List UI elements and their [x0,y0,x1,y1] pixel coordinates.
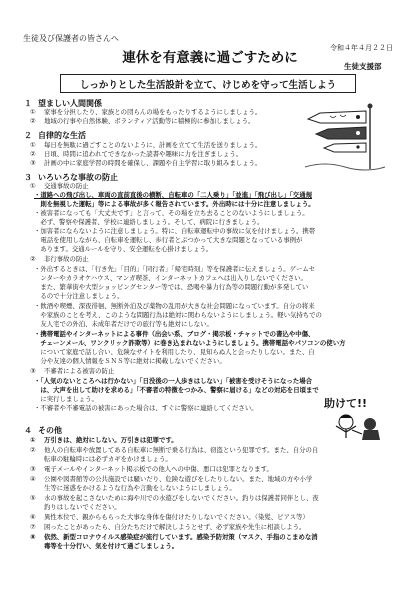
audience-line: 生徒及び保護者の皆さんへ [23,34,119,43]
list-item: ・被害者になっても「大丈夫です」と言って、その場を立ち去ることのないようにしましょう。 [34,209,309,217]
list-item: ・「人気のないところへは行かない」「日没後の一人歩きはしない」「被害を受けそうになった場合 [34,377,312,385]
section-2-heading: ２ 自律的な生活 [24,131,86,140]
page-title: 連休を有意義に過ごすために [122,50,298,66]
list-item: ③ 計画の中に家庭学習の時間を確保し、課題や自主学習に取り組みましょう。 [30,159,262,167]
list-item: ・飲酒や喫煙、深夜徘徊、無断外泊及び薬物の乱用が大きな社会問題になっています。自分の将来 [34,302,315,310]
list-item: 転車の駐輪時には必ずカギをかけましょう。 [44,455,172,463]
subheading: ③ 不審者による被害の防止 [30,367,115,375]
list-item: るので十分注意しましょう。 [34,292,124,300]
help-illustration [318,394,390,440]
date: 令和４年４月２２日 [330,44,393,52]
list-item: ⑥ 異性本位で、親からもらった大事な身体を傷付けたりしないでください。（染髪、ピアス等） [30,513,309,521]
list-item: ③ 電子メールやインターネット掲示板での他人への中傷、悪口は犯罪となります。 [30,465,273,473]
motto-banner [60,74,356,93]
list-item: は、大声を出して助けを求める」「不審者の特徴をつかみ、警察に届ける」などの対応を日頃まで [34,386,319,394]
list-item: ② 他人の自転車や放置してある自転車に無断で乗る行為は、窃盗という犯罪です。また、自分の自 [30,446,319,454]
list-item: 電話を使用しながら、自転車を運転し、歩行者とぶつかって大きな問題となっている事例が [34,236,303,244]
list-item: ② 日頃、時間に追われてできなかった読書や趣味に力を注ぎましょう。 [30,150,243,158]
list-item: あります。交通ルールを守り、安全運転を心掛けましょう。 [34,245,213,253]
list-item: ・携帯電話やインターネットによる事件（出会い系、ブログ・掲示板・チャットでの書込や中傷、 [34,330,315,338]
subheading: ① 交通事故の防止 [30,182,89,190]
list-item: ンターやカラオケハウス、マンガ喫茶、インターネットカフェへは出入りしないでください。 [34,274,307,282]
list-item: 毒等を十分行い、気を付けて過ごしましょう。 [44,542,179,550]
list-item: ・外出するときは、「行き先」「目的」「同行者」「帰宅時刻」等を保護者に伝えましょう。ゲームセ [34,265,316,273]
list-item: について家庭で話し合い、危険なサイトを利用したり、見知らぬ人と会ったりしない。また、自 [34,348,315,356]
list-item: ・加害者にならないように注意しましょう。特に、自転車運転中の事故に気を付けましょう。携帯 [34,227,316,235]
section-4-heading: ４ その他 [24,426,62,435]
list-item: 分や友達の個人情報をＳＮＳ等に絶対に掲載しないでください。 [34,357,226,365]
list-item: また、繁華街や大型ショッピングセンター等では、恐喝や暴力行為等の問題行動が多発してい [34,283,309,291]
list-item: 必ず、警察や保護者、学校に連絡しましょう。そして、病院に行きましょう。 [34,218,264,226]
speech-text: 助けて!! [324,397,368,410]
list-item: ⑧ 依然、新型コロナウイルス感染症が流行しています。感染予防対策（マスク、手指のこまめな消 [30,533,318,541]
list-item: ② 地域の行事や自然体験、ボランティア活動等に積極的に参加しましょう。 [30,117,255,125]
subheading: ② 非行事故の防止 [30,255,89,263]
koinobori-illustration [300,103,390,171]
list-item: 友人宅での外泊、未成年者だけでの旅行等も絶対にしない。 [34,320,213,328]
list-item: ⑦ 困ったことがあったら、自分たちだけで解決しようとせず、必ず家族や先生に相談しよう。 [30,523,306,531]
list-item: 生等に迷惑をかけるような行為や言動をしないようにしましょう。 [44,484,236,492]
issuer: 生徒支援部 [344,62,382,71]
motto-text: しっかりとした生活設計を立て、けじめを守って生活しよう [79,79,337,91]
list-item: ・道路への飛び出し、車両の直前直後の横断、自転車の「二人乗り」「並進」「飛び出し」「交通規 [34,191,312,199]
list-item: チェーンメール、ワンクリック詐欺等）に巻き込まれないようにしましょう。携帯電話やパソコンの使い方 [34,339,346,347]
list-item: に実行しましょう。 [34,395,98,403]
list-item: ① 毎日を無駄に過ごすことのないように、計画を立てて生活を送りましょう。 [30,141,262,149]
list-item: ・不審者や不審電話の被害にあった場合は、すぐに警察に連絡してください。 [34,404,258,412]
list-item: 釣りはしないでください。 [44,503,121,511]
list-item: ⑤ 水の事故を起こさないために海や川での水遊びをしないでください。釣りは保護者同伴とし、夜 [30,494,319,502]
list-item: ④ 公園や図書館等の公共施設では騒いだり、危険な遊びをしたりしない。また、地域の方や小学 [30,475,313,483]
list-item: 則を無視した運転」等による事故が多く報告されています。外出時には十分に注意しましょう。 [34,200,315,208]
list-item: ① 家事を分担したり、家族との団らんの場をもったりするようにしましょう。 [30,108,262,116]
list-item: や家族のことを考え、このような問題行為は絶対に関わらないようにしましょう。軽い気持ちでの [34,311,322,319]
list-item: ① 万引きは、絶対にしない。万引きは犯罪です。 [30,436,178,444]
section-3-heading: ３ いろいろな事故の防止 [24,173,118,182]
section-1-heading: １ 望ましい人間関係 [24,99,102,108]
